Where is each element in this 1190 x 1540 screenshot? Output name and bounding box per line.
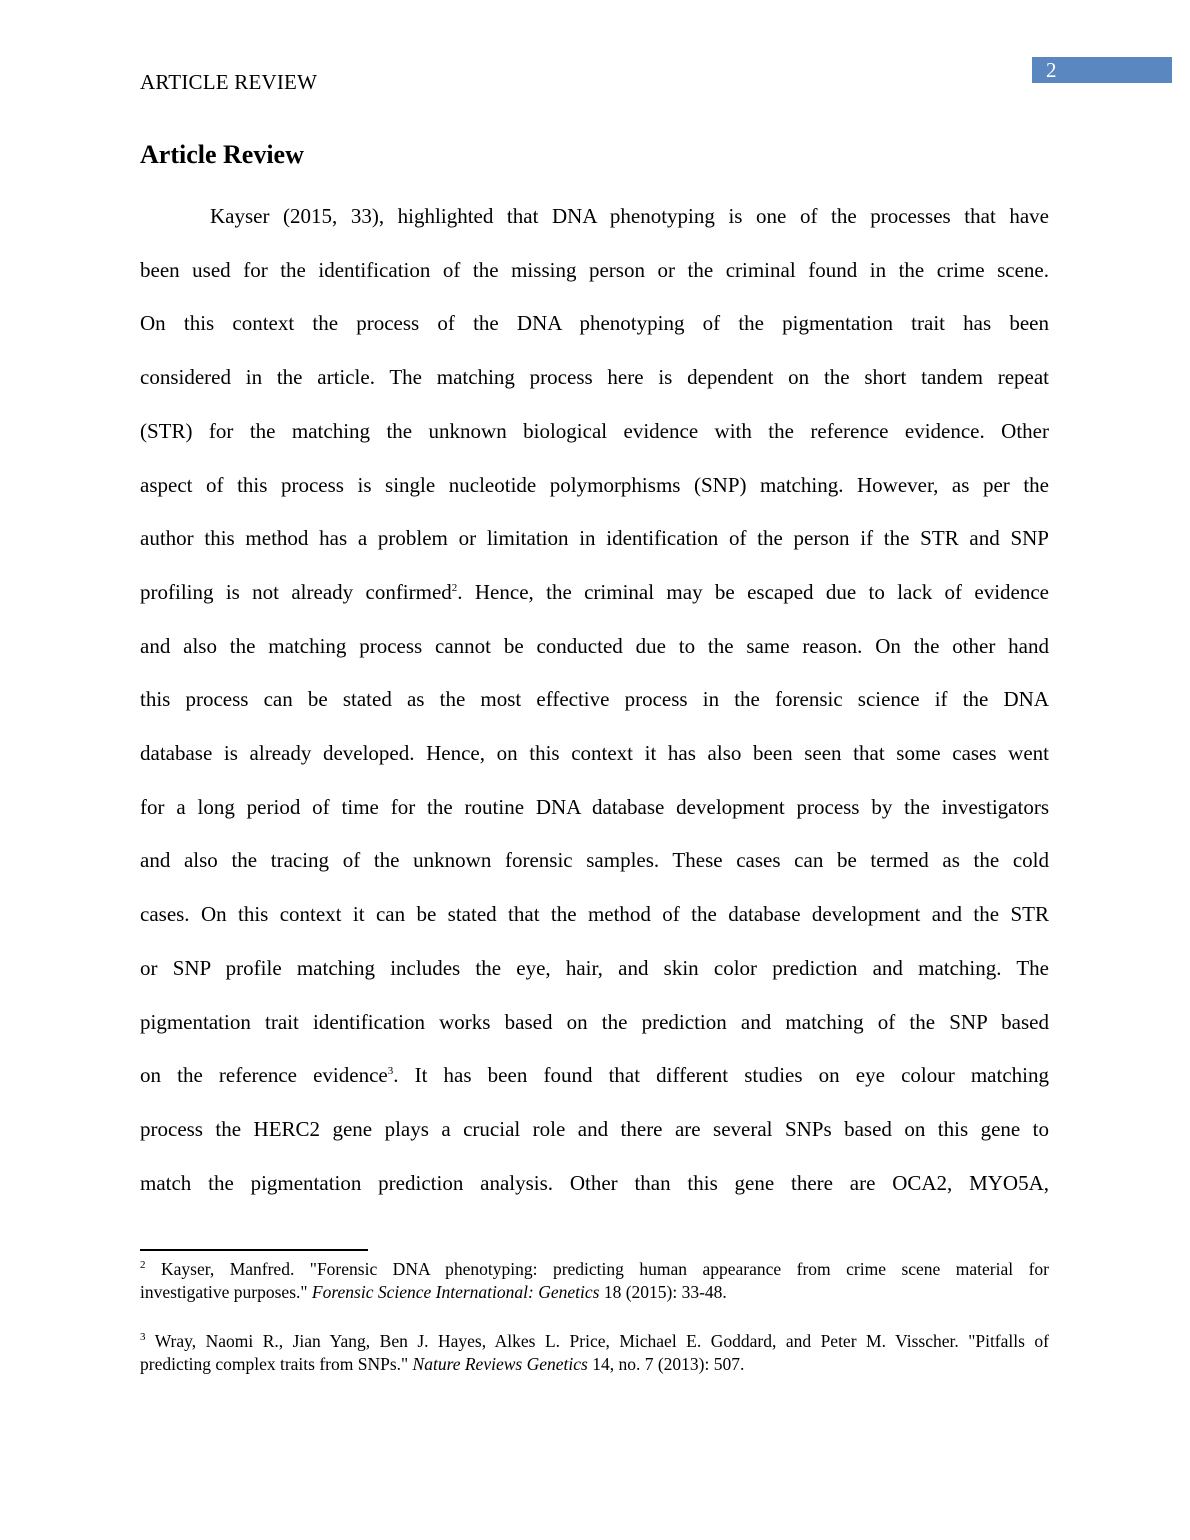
footnote-text: predicting complex traits from SNPs."	[140, 1354, 413, 1374]
footnote-line	[140, 1330, 1049, 1353]
journal-title: Forensic Science International: Genetics	[311, 1282, 600, 1302]
footnote-ref-2[interactable]: 2	[451, 581, 458, 594]
body-line: been used for the identification of the missing person or the criminal found in the crime scene.	[140, 257, 1049, 282]
footnote-text: Kayser, Manfred. "Forensic DNA phenotyping: predicting human appearance from crime scene material for	[160, 1259, 1049, 1279]
footnote-2	[140, 1258, 1049, 1304]
document-title: Article Review	[140, 140, 304, 169]
footnote-ref-3[interactable]: 3	[387, 1065, 394, 1078]
body-line: this process can be stated as the most effective process in the forensic science if the DNA	[140, 687, 1049, 712]
body-line: and also the tracing of the unknown forensic samples. These cases can be termed as the cold	[140, 848, 1049, 873]
page-number-bar	[1032, 57, 1172, 83]
footnote-separator	[140, 1249, 368, 1251]
body-paragraph	[140, 190, 1049, 1210]
body-line: cases. On this context it can be stated that the method of the database development and the STR	[140, 902, 1049, 927]
running-header: ARTICLE REVIEW	[140, 70, 318, 94]
body-line: for a long period of time for the routine DNA database development process by the investigators	[140, 794, 1049, 819]
body-line: database is already developed. Hence, on this context it has also been seen that some cases went	[140, 741, 1049, 766]
footnote-3	[140, 1330, 1049, 1376]
body-line: match the pigmentation prediction analysis. Other than this gene there are OCA2, MYO5A,	[140, 1170, 1049, 1195]
footnote-text: 14, no. 7 (2013): 507.	[587, 1354, 745, 1374]
footnote-line	[140, 1258, 1049, 1281]
footnotes	[140, 1258, 1049, 1402]
body-text-segment: profiling is not already confirmed	[140, 579, 452, 604]
body-text-segment: . It has been found that different studies on eye colour matching	[393, 1063, 1049, 1088]
footnote-text: 18 (2015): 33-48.	[599, 1282, 727, 1302]
body-line: (STR) for the matching the unknown biological evidence with the reference evidence. Other	[140, 418, 1049, 443]
footnote-mark: 2	[140, 1259, 146, 1271]
footnote-text: Wray, Naomi R., Jian Yang, Ben J. Hayes, Alkes L. Price, Michael E. Goddard, and Peter M. Visscher. "Pitfalls of	[154, 1331, 1050, 1351]
page-number: 2	[1046, 58, 1057, 82]
journal-title: Nature Reviews Genetics	[412, 1354, 588, 1374]
body-line: author this method has a problem or limitation in identification of the person if the STR and SNP	[140, 526, 1049, 551]
body-line: or SNP profile matching includes the eye, hair, and skin color prediction and matching. The	[140, 955, 1049, 980]
footnote-text: investigative purposes."	[140, 1282, 312, 1302]
body-line: considered in the article. The matching process here is dependent on the short tandem repeat	[140, 365, 1049, 390]
footnote-line	[140, 1353, 1049, 1376]
body-text-segment: on the reference evidence	[140, 1063, 388, 1088]
body-line: and also the matching process cannot be conducted due to the same reason. On the other hand	[140, 633, 1049, 658]
body-line-with-footnote-ref	[140, 566, 1049, 620]
body-text-segment: . Hence, the criminal may be escaped due to lack of evidence	[457, 579, 1049, 604]
body-line: aspect of this process is single nucleotide polymorphisms (SNP) matching. However, as per the	[140, 472, 1049, 497]
body-line: Kayser (2015, 33), highlighted that DNA phenotyping is one of the processes that have	[210, 204, 1049, 228]
body-line: On this context the process of the DNA phenotyping of the pigmentation trait has been	[140, 311, 1049, 336]
footnote-line	[140, 1281, 1049, 1304]
footnote-mark: 3	[140, 1331, 146, 1343]
body-line-with-footnote-ref	[140, 1049, 1049, 1103]
body-line: process the HERC2 gene plays a crucial role and there are several SNPs based on this gene to	[140, 1116, 1049, 1141]
body-line: pigmentation trait identification works based on the prediction and matching of the SNP based	[140, 1009, 1049, 1034]
